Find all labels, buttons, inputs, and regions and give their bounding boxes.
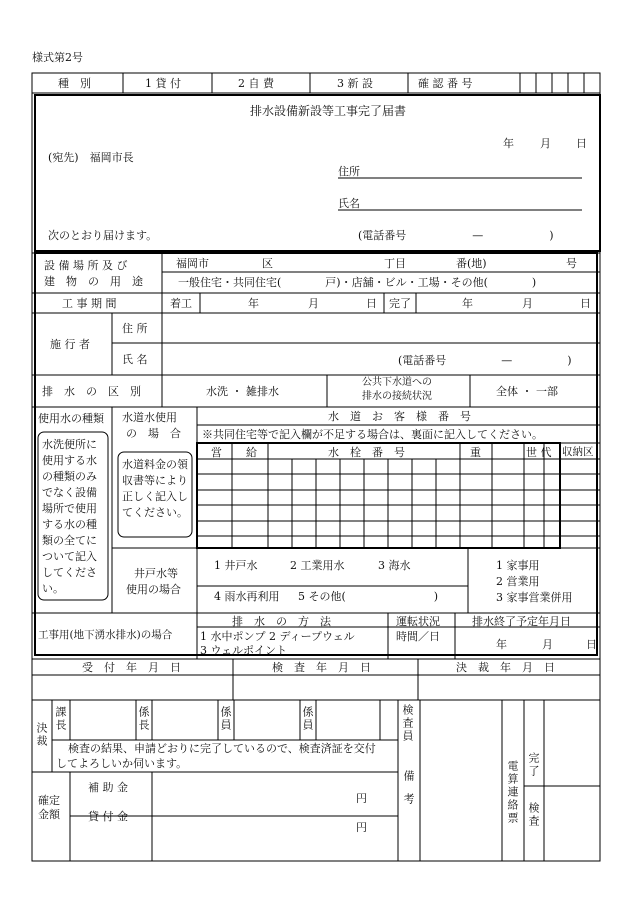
drain-end-day: 日	[586, 638, 597, 651]
period-start: 着工	[170, 297, 192, 310]
addressee: (宛先) 福岡市長	[48, 151, 134, 164]
use-option-1: 1 家事用	[496, 559, 540, 572]
applicant-address-label: 住所	[338, 165, 360, 178]
hojo-yen: 円	[356, 792, 367, 805]
col-kyu: 給	[246, 446, 257, 459]
notify-text: 次のとおり届けます。	[48, 229, 158, 242]
go-label: 号	[566, 257, 577, 270]
period-end-year: 年	[462, 297, 473, 310]
drain-end-label: 排水終了予定年月日	[472, 615, 571, 628]
form-title: 排水設備新設等工事完了届書	[250, 104, 407, 118]
drain-method-2: 3 ウェルポイント	[200, 644, 288, 657]
period-end: 完了	[389, 297, 411, 310]
type-option-self: 2 自 費	[238, 77, 274, 90]
drain-label: 排 水 の 区 別	[42, 385, 141, 398]
water-option-3: 3 海水	[378, 559, 411, 572]
approval-note-1: 検査の結果、申請どおりに完了しているので、検査済証を交付	[68, 742, 376, 755]
water-option-1: 1 井戸水	[214, 559, 258, 572]
building-use: 一般住宅・共同住宅( 戸)・店舗・ビル・工場・その他( )	[178, 276, 537, 289]
date-month: 月	[540, 137, 551, 150]
col-setai: 世 代	[526, 446, 552, 459]
densan-label: 電算連絡票	[506, 760, 519, 825]
ban-label: 番(地)	[456, 257, 487, 270]
date-year: 年	[503, 137, 514, 150]
received-date-label: 受 付 年 月 日	[82, 661, 181, 674]
period-start-day: 日	[366, 297, 377, 310]
operation-value: 時間／日	[396, 630, 440, 643]
water-option-5: 5 その他( )	[298, 590, 439, 603]
connection-value: 全体 ・ 一部	[496, 385, 558, 398]
spring-label: 工事用(地下湧水排水)の場合	[38, 629, 173, 641]
drain-method-label: 排 水 の 方 法	[232, 615, 331, 628]
hojo-label: 補 助 金	[88, 781, 128, 794]
use-option-3: 3 家事営業併用	[496, 591, 573, 604]
customer-number-note: ※共同住宅等で記入欄が不足する場合は、裏面に記入してください。	[202, 428, 543, 441]
drain-end-year: 年	[496, 638, 507, 651]
type-option-new: 3 新 設	[337, 77, 373, 90]
col-ei: 営	[211, 446, 222, 459]
biko-label: 備考	[402, 770, 415, 816]
kashi-yen: 円	[356, 821, 367, 834]
col-ju: 重	[470, 446, 481, 459]
ward-label: 区	[262, 257, 273, 270]
contractor-name-label: 氏 名	[122, 353, 148, 366]
type-option-loan: 1 貸 付	[145, 77, 181, 90]
period-start-month: 月	[308, 297, 319, 310]
city-water-note: 水道料金の領収書等により正しく記入してください。	[122, 458, 188, 519]
contractor-phone: (電話番号 — )	[398, 354, 572, 367]
kensa-label: 検査	[527, 802, 540, 828]
location-label-1: 設 備 場 所 及 び	[44, 259, 128, 272]
city-water-label-1: 水道水使用	[122, 411, 177, 424]
well-label-1: 井戸水等	[134, 567, 178, 580]
applicant-name-label: 氏名	[338, 197, 360, 210]
connection-label-1: 公共下水道への	[362, 377, 432, 388]
customer-number-label: 水 道 お 客 様 番 号	[328, 410, 471, 423]
water-option-2: 2 工業用水	[290, 559, 345, 572]
kashi-label: 貸 付 金	[88, 810, 128, 823]
kakari-2-label: 係員	[301, 706, 314, 732]
kessai-label: 決裁	[35, 722, 48, 748]
col-shuno: 収納区	[562, 446, 594, 458]
amount-label: 確定金額	[38, 794, 60, 821]
period-label: 工 事 期 間	[62, 297, 117, 310]
water-kind-label: 使用水の種類	[38, 412, 104, 425]
location-label-2: 建 物 の 用 途	[44, 275, 143, 288]
inspected-date-label: 検 査 年 月 日	[272, 661, 371, 674]
drain-kind: 水洗 ・ 雑排水	[206, 385, 279, 398]
use-option-2: 2 営業用	[496, 575, 540, 588]
chome-label: 丁目	[384, 257, 406, 270]
drain-method-1: 1 水中ポンプ 2 ディープウェル	[200, 630, 355, 643]
col-meter: 水 栓 番 号	[328, 446, 405, 459]
kacho-label: 課長	[54, 706, 67, 732]
city-water-label-2: の 場 合	[126, 427, 181, 440]
form-number: 様式第2号	[32, 51, 83, 64]
well-label-2: 使用の場合	[126, 583, 181, 596]
water-option-4: 4 雨水再利用	[214, 590, 280, 603]
period-start-year: 年	[248, 297, 259, 310]
city-label: 福岡市	[176, 257, 209, 270]
kakari-1-label: 係員	[219, 706, 232, 732]
confirm-number-label: 確 認 番 号	[418, 77, 473, 90]
inspector-label: 検査員	[401, 704, 414, 743]
kakaricho-label: 係長	[137, 706, 150, 732]
drain-end-month: 月	[542, 638, 553, 651]
contractor-address-label: 住 所	[122, 322, 148, 335]
period-end-month: 月	[522, 297, 533, 310]
period-end-day: 日	[580, 297, 591, 310]
water-kind-note: 水洗便所に使用する水の種類のみでなく設備場所で使用する水の種類の全てについて記入してください。	[42, 438, 97, 595]
operation-label: 運転状況	[396, 615, 440, 628]
kanryo-label: 完了	[527, 752, 540, 778]
contractor-label: 施 行 者	[50, 338, 90, 351]
date-day: 日	[576, 137, 587, 150]
decided-date-label: 決 裁 年 月 日	[456, 661, 555, 674]
connection-label-2: 排水の接続状況	[362, 391, 432, 402]
type-label: 種 別	[58, 77, 91, 90]
approval-note-2: してよろしいか伺います。	[56, 757, 188, 770]
applicant-phone: (電話番号 — )	[358, 229, 554, 242]
